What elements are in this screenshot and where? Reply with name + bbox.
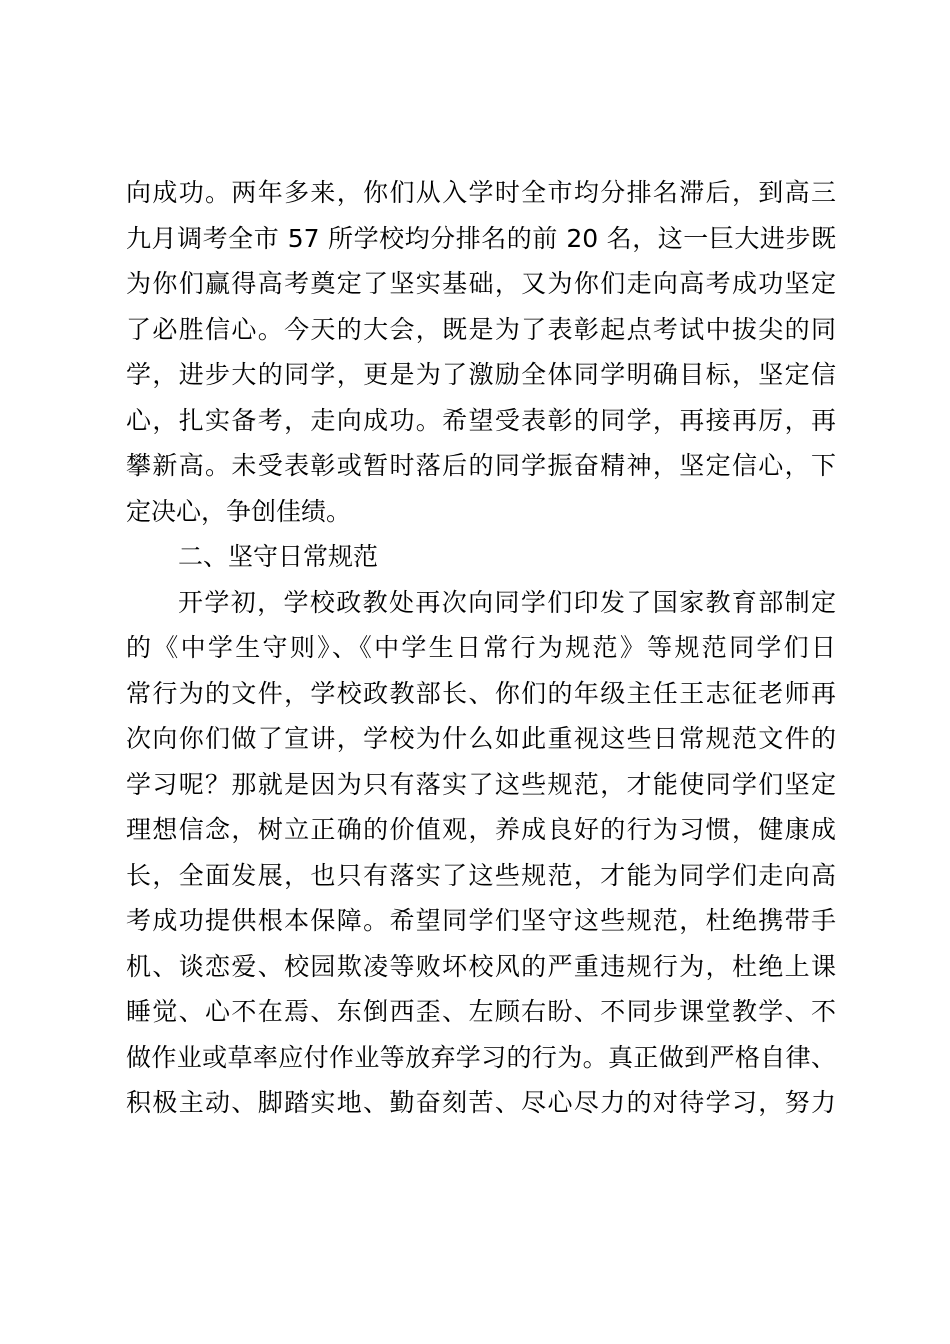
text-line: 考成功提供根本保障。希望同学们坚守这些规范，杜绝携带手 [126, 906, 836, 935]
text-line: 次向你们做了宣讲，学校为什么如此重视这些日常规范文件的 [126, 724, 836, 753]
text-line: 长，全面发展，也只有落实了这些规范，才能为同学们走向高 [126, 860, 836, 890]
text-line: 常行为的文件，学校政教部长、你们的年级主任王志征老师再 [126, 678, 836, 708]
text-line: 积极主动、脚踏实地、勤奋刻苦、尽心尽力的对待学习，努力 [126, 1088, 836, 1117]
text-line: 做作业或草率应付作业等放弃学习的行为。真正做到严格自律、 [126, 1042, 836, 1072]
text-line: 理想信念，树立正确的价值观，养成良好的行为习惯，健康成 [126, 815, 836, 844]
text-line: 攀新高。未受表彰或暂时落后的同学振奋精神，坚定信心，下 [126, 451, 836, 480]
text-line: 了必胜信心。今天的大会，既是为了表彰起点考试中拔尖的同 [126, 314, 836, 344]
text-line: 定决心，争创佳绩。 [126, 496, 352, 526]
text-line: 为你们赢得高考奠定了坚实基础，又为你们走向高考成功坚定 [126, 269, 836, 298]
text-line: 机、谈恋爱、校园欺凌等败坏校风的严重违规行为，杜绝上课 [126, 951, 836, 981]
text-line: 学，进步大的同学，更是为了激励全体同学明确目标，坚定信 [126, 360, 836, 389]
text-line: 的《中学生守则》、《中学生日常行为规范》等规范同学们日 [126, 633, 836, 662]
text-line: 向成功。两年多来，你们从入学时全市均分排名滞后，到高三 [126, 178, 836, 207]
text-line: 心，扎实备考，走向成功。希望受表彰的同学，再接再厉，再 [126, 405, 836, 435]
body-text [126, 170, 836, 1126]
text-line: 学习呢？那就是因为只有落实了这些规范，才能使同学们坚定 [126, 769, 836, 799]
text-line: 睡觉、心不在焉、东倒西歪、左顾右盼、不同步课堂教学、不 [126, 997, 836, 1026]
section-heading: 二、坚守日常规范 [178, 542, 379, 571]
text-line: 九月调考全市 57 所学校均分排名的前 20 名，这一巨大进步既 [126, 223, 836, 253]
text-line: 开学初，学校政教处再次向同学们印发了国家教育部制定 [178, 587, 836, 617]
